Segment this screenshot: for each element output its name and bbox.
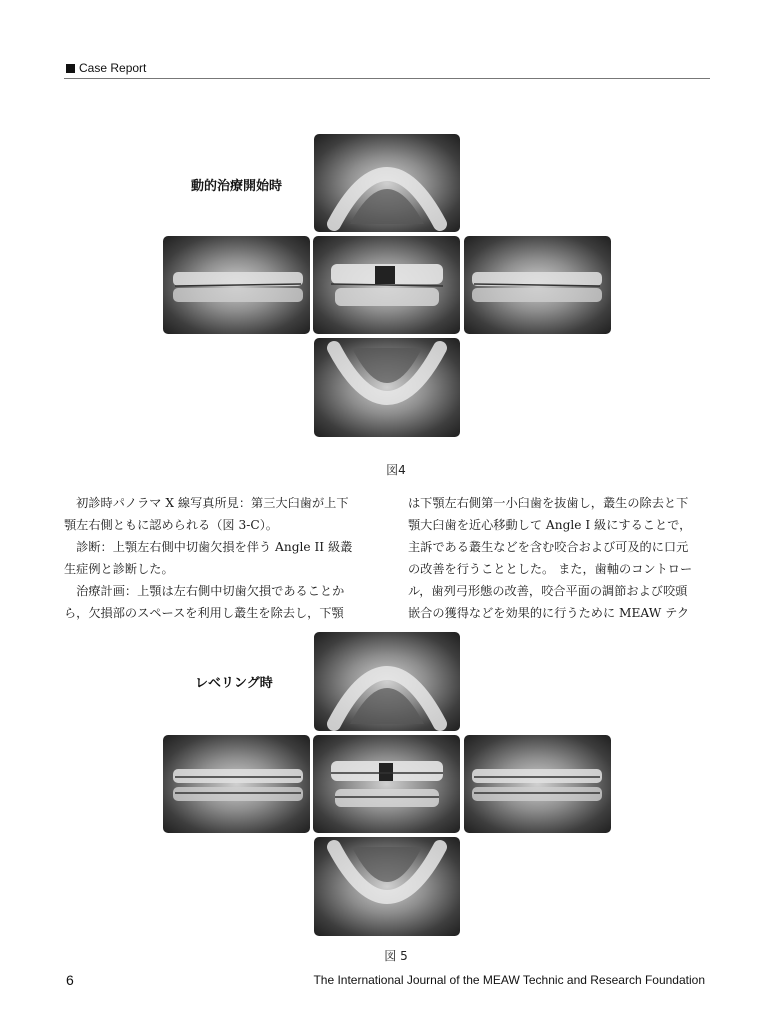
right-text-column bbox=[408, 492, 710, 624]
fig5-frontal-photo bbox=[313, 735, 460, 833]
section-title: Case Report bbox=[79, 61, 147, 75]
text-line: 主訴である叢生などを含む咬合および可及的に口元 bbox=[408, 540, 689, 554]
text-line: は下顎左右側第一小臼歯を抜歯し，叢生の除去と下 bbox=[408, 496, 689, 510]
fig5-right-lateral-photo bbox=[163, 735, 310, 833]
text-line: ル，歯列弓形態の改善，咬合平面の調節および咬頭 bbox=[408, 584, 688, 598]
running-header bbox=[64, 60, 710, 79]
figure4-label: 動的治療開始時 bbox=[191, 179, 283, 194]
left-text-column bbox=[64, 492, 366, 624]
header-square-icon bbox=[66, 64, 75, 73]
text-line: 生症例と診断した。 bbox=[64, 562, 174, 576]
fig5-upper-occlusal-photo bbox=[314, 632, 460, 731]
fig4-frontal-photo bbox=[313, 236, 460, 334]
text-line: 顎左右側ともに認められる（図 3-C）。 bbox=[64, 518, 278, 532]
text-line: ら，欠損部のスペースを利用し叢生を除去し，下顎 bbox=[64, 606, 344, 620]
text-line: 初診時パノラマ X 線写真所見：第三大臼歯が上下 bbox=[64, 496, 349, 510]
text-line: の改善を行うこととした。 また，歯軸のコントロー bbox=[408, 562, 693, 576]
figure5-caption: 図 5 bbox=[384, 949, 408, 963]
page-number: 6 bbox=[66, 972, 74, 988]
fig4-right-lateral-photo bbox=[163, 236, 310, 334]
text-line: 治療計画：上顎は左右側中切歯欠損であることか bbox=[64, 584, 345, 598]
fig4-left-lateral-photo bbox=[464, 236, 611, 334]
fig4-upper-occlusal-photo bbox=[314, 134, 460, 232]
journal-name: The International Journal of the MEAW Technic and Research Foundation bbox=[313, 973, 705, 987]
figure4-caption: 図4 bbox=[386, 463, 406, 477]
text-line: 嵌合の獲得などを効果的に行うために MEAW テク bbox=[408, 606, 690, 620]
text-line: 診断：上顎左右側中切歯欠損を伴う Angle II 級叢 bbox=[64, 540, 353, 554]
fig5-left-lateral-photo bbox=[464, 735, 611, 833]
figure5-label: レベリング時 bbox=[195, 676, 273, 691]
text-line: 顎大臼歯を近心移動して Angle I 級にすることで， bbox=[408, 518, 692, 532]
fig5-lower-occlusal-photo bbox=[314, 837, 460, 936]
fig4-lower-occlusal-photo bbox=[314, 338, 460, 437]
